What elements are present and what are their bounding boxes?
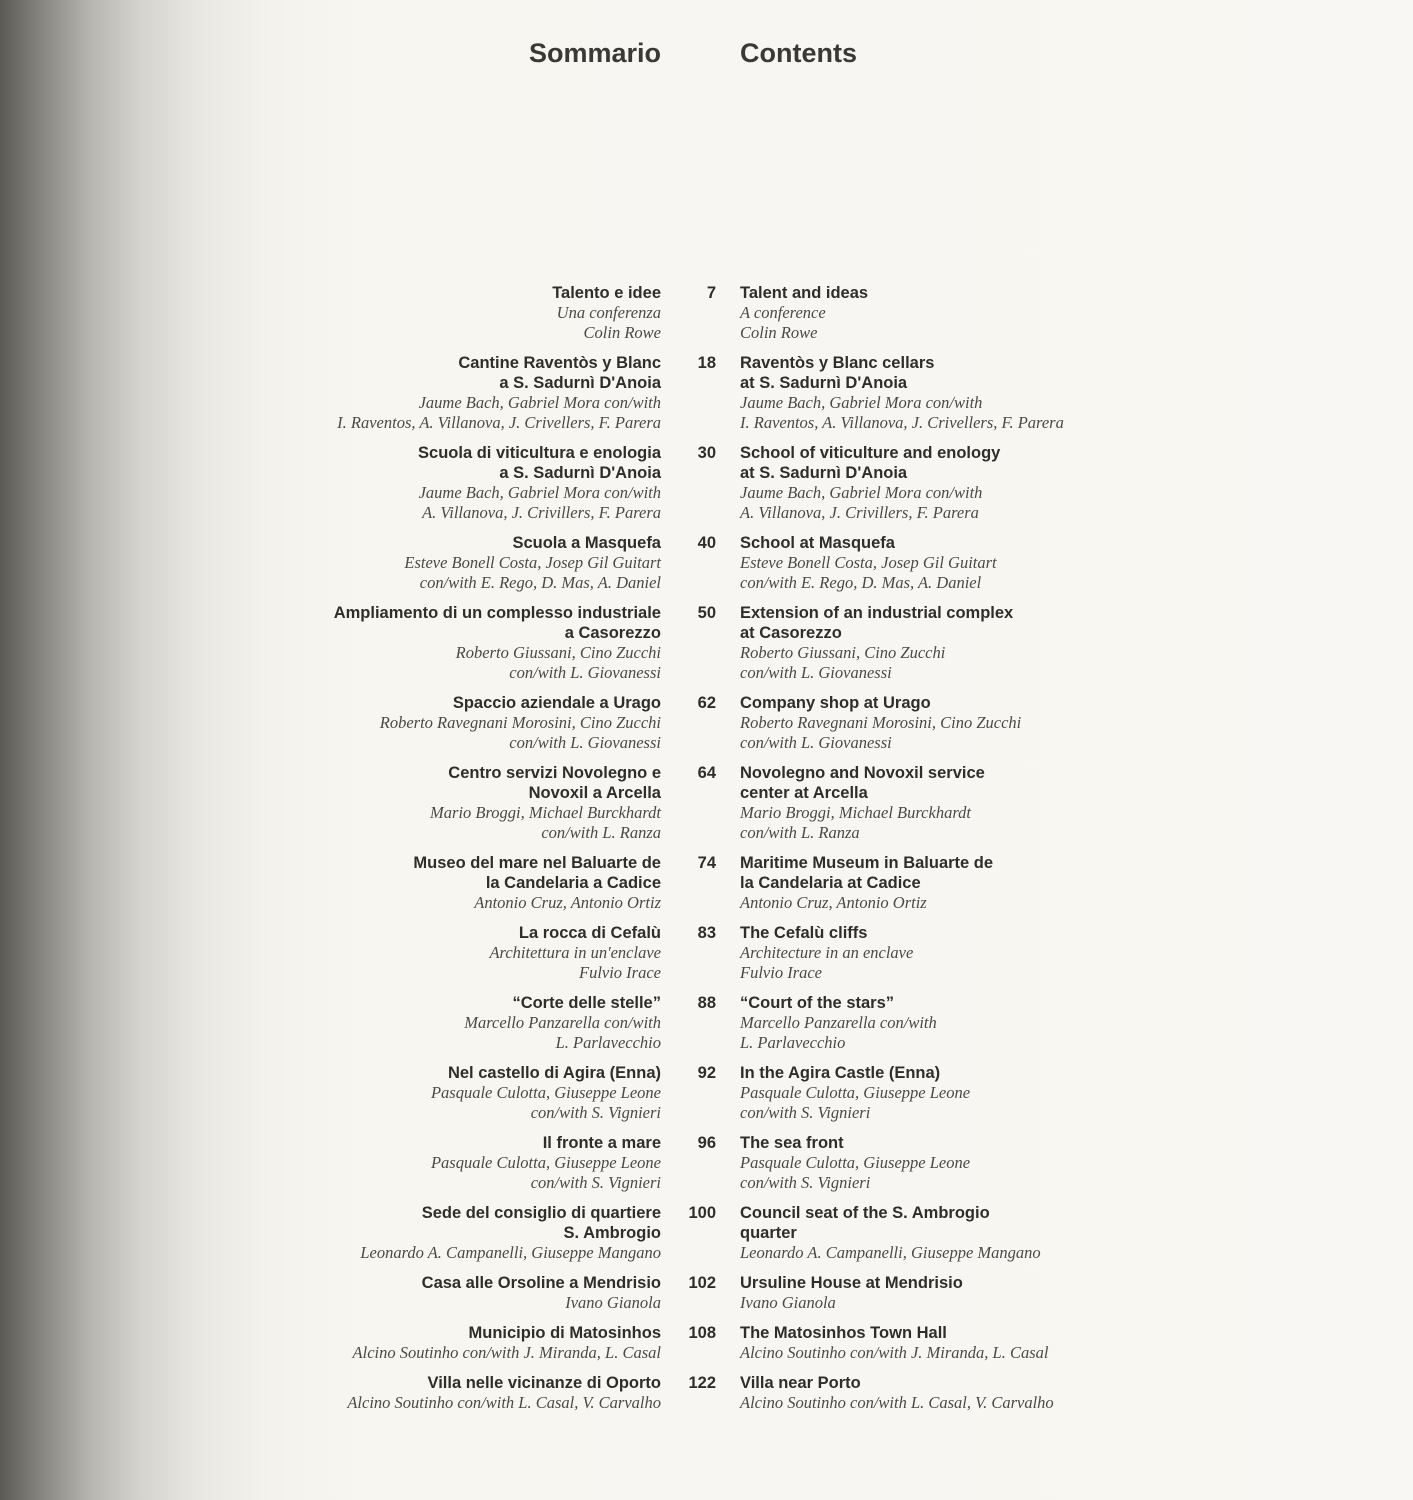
- english-title: “Court of the stars”: [740, 994, 895, 1012]
- italian-entry: [337, 353, 661, 433]
- page-number: 88: [697, 994, 716, 1012]
- english-entry: [740, 693, 1021, 753]
- italian-title: Centro servizi Novolegno e: [448, 764, 661, 782]
- english-authors: Alcino Soutinho con/with L. Casal, V. Carvalho: [740, 1393, 1054, 1412]
- page-number: 100: [688, 1204, 716, 1222]
- table-of-contents: [0, 283, 1413, 1423]
- english-authors: Marcello Panzarella con/with: [740, 1013, 937, 1032]
- heading-contents: Contents: [740, 38, 857, 68]
- english-authors: Esteve Bonell Costa, Josep Gil Guitart: [740, 553, 997, 572]
- italian-authors: Colin Rowe: [583, 323, 661, 342]
- italian-title: Nel castello di Agira (Enna): [447, 1064, 661, 1082]
- english-entry: [740, 283, 868, 343]
- toc-entry[interactable]: [0, 533, 1413, 603]
- english-entry: [740, 533, 997, 593]
- italian-authors: Antonio Cruz, Antonio Ortiz: [474, 893, 661, 912]
- english-entry: [740, 763, 985, 843]
- english-authors: I. Raventos, A. Villanova, J. Crivellers, F. Parera: [740, 413, 1064, 432]
- italian-entry: [552, 283, 661, 343]
- italian-title: “Corte delle stelle”: [512, 994, 661, 1012]
- italian-title: Municipio di Matosinhos: [468, 1324, 661, 1342]
- english-authors: Fulvio Irace: [740, 963, 823, 982]
- italian-title: Museo del mare nel Baluarte de: [413, 854, 661, 872]
- toc-entry[interactable]: [0, 283, 1413, 353]
- italian-authors: Mario Broggi, Michael Burckhardt: [430, 803, 661, 822]
- italian-title: Scuola a Masquefa: [512, 534, 661, 552]
- italian-entry: [380, 693, 661, 753]
- italian-title: Talento e idee: [552, 284, 661, 302]
- italian-authors: Alcino Soutinho con/with J. Miranda, L. Casal: [352, 1343, 661, 1362]
- english-entry: [740, 923, 913, 983]
- english-authors: con/with L. Ranza: [740, 823, 860, 842]
- page-number: 64: [697, 764, 716, 782]
- italian-entry: [489, 923, 661, 983]
- english-entry: [740, 443, 1000, 523]
- page-number: 96: [697, 1134, 716, 1152]
- italian-authors: Esteve Bonell Costa, Josep Gil Guitart: [404, 553, 661, 572]
- italian-entry: [430, 763, 661, 843]
- english-authors: A conference: [740, 303, 826, 322]
- toc-entry[interactable]: [0, 1063, 1413, 1133]
- italian-authors: con/with S. Vignieri: [530, 1103, 661, 1122]
- english-title: quarter: [740, 1224, 797, 1242]
- toc-entry[interactable]: [0, 353, 1413, 443]
- english-entry: [740, 1323, 1048, 1363]
- heading-sommario: Sommario: [528, 38, 661, 68]
- page-number: 108: [688, 1324, 716, 1342]
- english-entry: [740, 853, 993, 913]
- page-number: 62: [697, 694, 716, 712]
- page-number: 74: [697, 854, 716, 872]
- english-authors: Ivano Gianola: [740, 1293, 836, 1312]
- toc-entry[interactable]: [0, 1323, 1413, 1373]
- english-title: The Matosinhos Town Hall: [740, 1324, 947, 1342]
- english-title: Company shop at Urago: [740, 694, 931, 712]
- toc-entry[interactable]: [0, 693, 1413, 763]
- english-authors: Roberto Giussani, Cino Zucchi: [740, 643, 946, 662]
- toc-entry[interactable]: [0, 853, 1413, 923]
- italian-title: Casa alle Orsoline a Mendrisio: [421, 1274, 661, 1292]
- italian-authors: Jaume Bach, Gabriel Mora con/with: [418, 483, 661, 502]
- english-entry: [740, 1373, 1054, 1413]
- page-number: 122: [688, 1374, 716, 1392]
- english-authors: con/with S. Vignieri: [740, 1103, 871, 1122]
- italian-entry: [464, 993, 661, 1053]
- italian-entry: [353, 1323, 661, 1363]
- english-authors: Pasquale Culotta, Giuseppe Leone: [740, 1083, 971, 1102]
- page-number: 102: [688, 1274, 716, 1292]
- english-title: The sea front: [740, 1134, 844, 1152]
- english-title: Raventòs y Blanc cellars: [740, 354, 935, 372]
- page-number: 50: [697, 604, 716, 622]
- toc-entry[interactable]: [0, 1373, 1413, 1423]
- english-title: The Cefalù cliffs: [740, 924, 868, 942]
- italian-title: Scuola di viticultura e enologia: [418, 444, 661, 462]
- italian-authors: Pasquale Culotta, Giuseppe Leone: [430, 1153, 661, 1172]
- english-authors: con/with L. Giovanessi: [740, 663, 892, 682]
- page-number: 30: [697, 444, 716, 462]
- italian-authors: L. Parlavecchio: [555, 1033, 661, 1052]
- english-authors: con/with E. Rego, D. Mas, A. Daniel: [740, 573, 982, 592]
- italian-authors: con/with L. Giovanessi: [509, 663, 661, 682]
- italian-title: La rocca di Cefalù: [518, 924, 661, 942]
- italian-authors: Jaume Bach, Gabriel Mora con/with: [418, 393, 661, 412]
- english-title: at Casorezzo: [740, 624, 842, 642]
- english-authors: Antonio Cruz, Antonio Ortiz: [740, 893, 927, 912]
- english-title: at S. Sadurnì D'Anoia: [740, 374, 908, 392]
- english-entry: [740, 353, 1064, 433]
- english-title: School at Masquefa: [740, 534, 895, 552]
- toc-entry[interactable]: [0, 1203, 1413, 1273]
- page-number: 18: [697, 354, 716, 372]
- english-authors: Pasquale Culotta, Giuseppe Leone: [740, 1153, 971, 1172]
- italian-authors: Roberto Giussani, Cino Zucchi: [455, 643, 661, 662]
- italian-entry: [418, 443, 661, 523]
- english-authors: Roberto Ravegnani Morosini, Cino Zucchi: [740, 713, 1022, 732]
- italian-entry: [413, 853, 661, 913]
- english-title: In the Agira Castle (Enna): [740, 1064, 941, 1082]
- english-authors: Colin Rowe: [740, 323, 818, 342]
- english-title: la Candelaria at Cadice: [740, 874, 921, 892]
- toc-entry[interactable]: [0, 763, 1413, 853]
- italian-entry: [347, 1373, 661, 1413]
- page-number: 7: [706, 284, 716, 302]
- italian-entry: [431, 1133, 661, 1193]
- english-title: at S. Sadurnì D'Anoia: [740, 464, 908, 482]
- english-authors: Architecture in an enclave: [740, 943, 914, 962]
- page-number: 40: [697, 534, 716, 552]
- english-title: center at Arcella: [740, 784, 868, 802]
- italian-authors: I. Raventos, A. Villanova, J. Crivellers, F. Parera: [337, 413, 661, 432]
- italian-entry: [404, 533, 661, 593]
- english-authors: A. Villanova, J. Crivillers, F. Parera: [740, 503, 979, 522]
- italian-title: a Casorezzo: [564, 624, 661, 642]
- italian-title: Novoxil a Arcella: [528, 784, 661, 802]
- italian-authors: Alcino Soutinho con/with L. Casal, V. Carvalho: [347, 1393, 661, 1412]
- italian-authors: Ivano Gianola: [565, 1293, 661, 1312]
- italian-entry: [360, 1203, 661, 1263]
- toc-entry[interactable]: [0, 603, 1413, 693]
- italian-authors: con/with E. Rego, D. Mas, A. Daniel: [419, 573, 661, 592]
- english-title: Ursuline House at Mendrisio: [740, 1274, 963, 1292]
- english-authors: Jaume Bach, Gabriel Mora con/with: [740, 393, 983, 412]
- toc-entry[interactable]: [0, 1133, 1413, 1203]
- toc-entry[interactable]: [0, 443, 1413, 533]
- toc-entry[interactable]: [0, 923, 1413, 993]
- italian-title: Il fronte a mare: [542, 1134, 661, 1152]
- italian-authors: Leonardo A. Campanelli, Giuseppe Mangano: [360, 1243, 661, 1262]
- italian-authors: con/with L. Ranza: [541, 823, 661, 842]
- page-number: 83: [697, 924, 716, 942]
- italian-title: Ampliamento di un complesso industriale: [333, 604, 661, 622]
- english-title: Maritime Museum in Baluarte de: [740, 854, 994, 872]
- italian-authors: Marcello Panzarella con/with: [464, 1013, 661, 1032]
- english-title: Extension of an industrial complex: [740, 604, 1014, 622]
- italian-title: a S. Sadurnì D'Anoia: [499, 464, 661, 482]
- english-entry: [740, 1273, 963, 1313]
- english-authors: Alcino Soutinho con/with J. Miranda, L. Casal: [740, 1343, 1049, 1362]
- english-entry: [740, 993, 937, 1053]
- italian-authors: A. Villanova, J. Crivillers, F. Parera: [422, 503, 661, 522]
- italian-entry: [422, 1273, 661, 1313]
- italian-authors: con/with L. Giovanessi: [509, 733, 661, 752]
- english-title: Novolegno and Novoxil service: [740, 764, 985, 782]
- toc-entry[interactable]: [0, 1273, 1413, 1323]
- italian-entry: [334, 603, 661, 683]
- italian-title: Sede del consiglio di quartiere: [421, 1204, 661, 1222]
- english-authors: Mario Broggi, Michael Burckhardt: [740, 803, 971, 822]
- italian-title: a S. Sadurnì D'Anoia: [499, 374, 661, 392]
- english-authors: Jaume Bach, Gabriel Mora con/with: [740, 483, 983, 502]
- italian-authors: Pasquale Culotta, Giuseppe Leone: [430, 1083, 661, 1102]
- english-authors: con/with S. Vignieri: [740, 1173, 871, 1192]
- english-title: Talent and ideas: [740, 284, 869, 302]
- italian-authors: Architettura in un'enclave: [489, 943, 661, 962]
- english-entry: [740, 1203, 1041, 1263]
- english-authors: L. Parlavecchio: [740, 1033, 846, 1052]
- toc-entry[interactable]: [0, 993, 1413, 1063]
- english-authors: Leonardo A. Campanelli, Giuseppe Mangano: [740, 1243, 1041, 1262]
- english-title: Council seat of the S. Ambrogio: [740, 1204, 990, 1222]
- italian-title: Villa nelle vicinanze di Oporto: [427, 1374, 661, 1392]
- italian-authors: Fulvio Irace: [578, 963, 661, 982]
- italian-authors: Roberto Ravegnani Morosini, Cino Zucchi: [379, 713, 661, 732]
- page-number: 92: [697, 1064, 716, 1082]
- english-title: Villa near Porto: [740, 1374, 861, 1392]
- italian-title: la Candelaria a Cadice: [485, 874, 661, 892]
- italian-authors: Una conferenza: [556, 303, 661, 322]
- english-title: School of viticulture and enology: [740, 444, 1001, 462]
- english-authors: con/with L. Giovanessi: [740, 733, 892, 752]
- italian-title: Cantine Raventòs y Blanc: [458, 354, 661, 372]
- italian-title: Spaccio aziendale a Urago: [452, 694, 661, 712]
- english-entry: [740, 1133, 970, 1193]
- italian-authors: con/with S. Vignieri: [530, 1173, 661, 1192]
- english-entry: [740, 603, 1013, 683]
- english-entry: [740, 1063, 970, 1123]
- italian-title: S. Ambrogio: [563, 1224, 661, 1242]
- italian-entry: [431, 1063, 661, 1123]
